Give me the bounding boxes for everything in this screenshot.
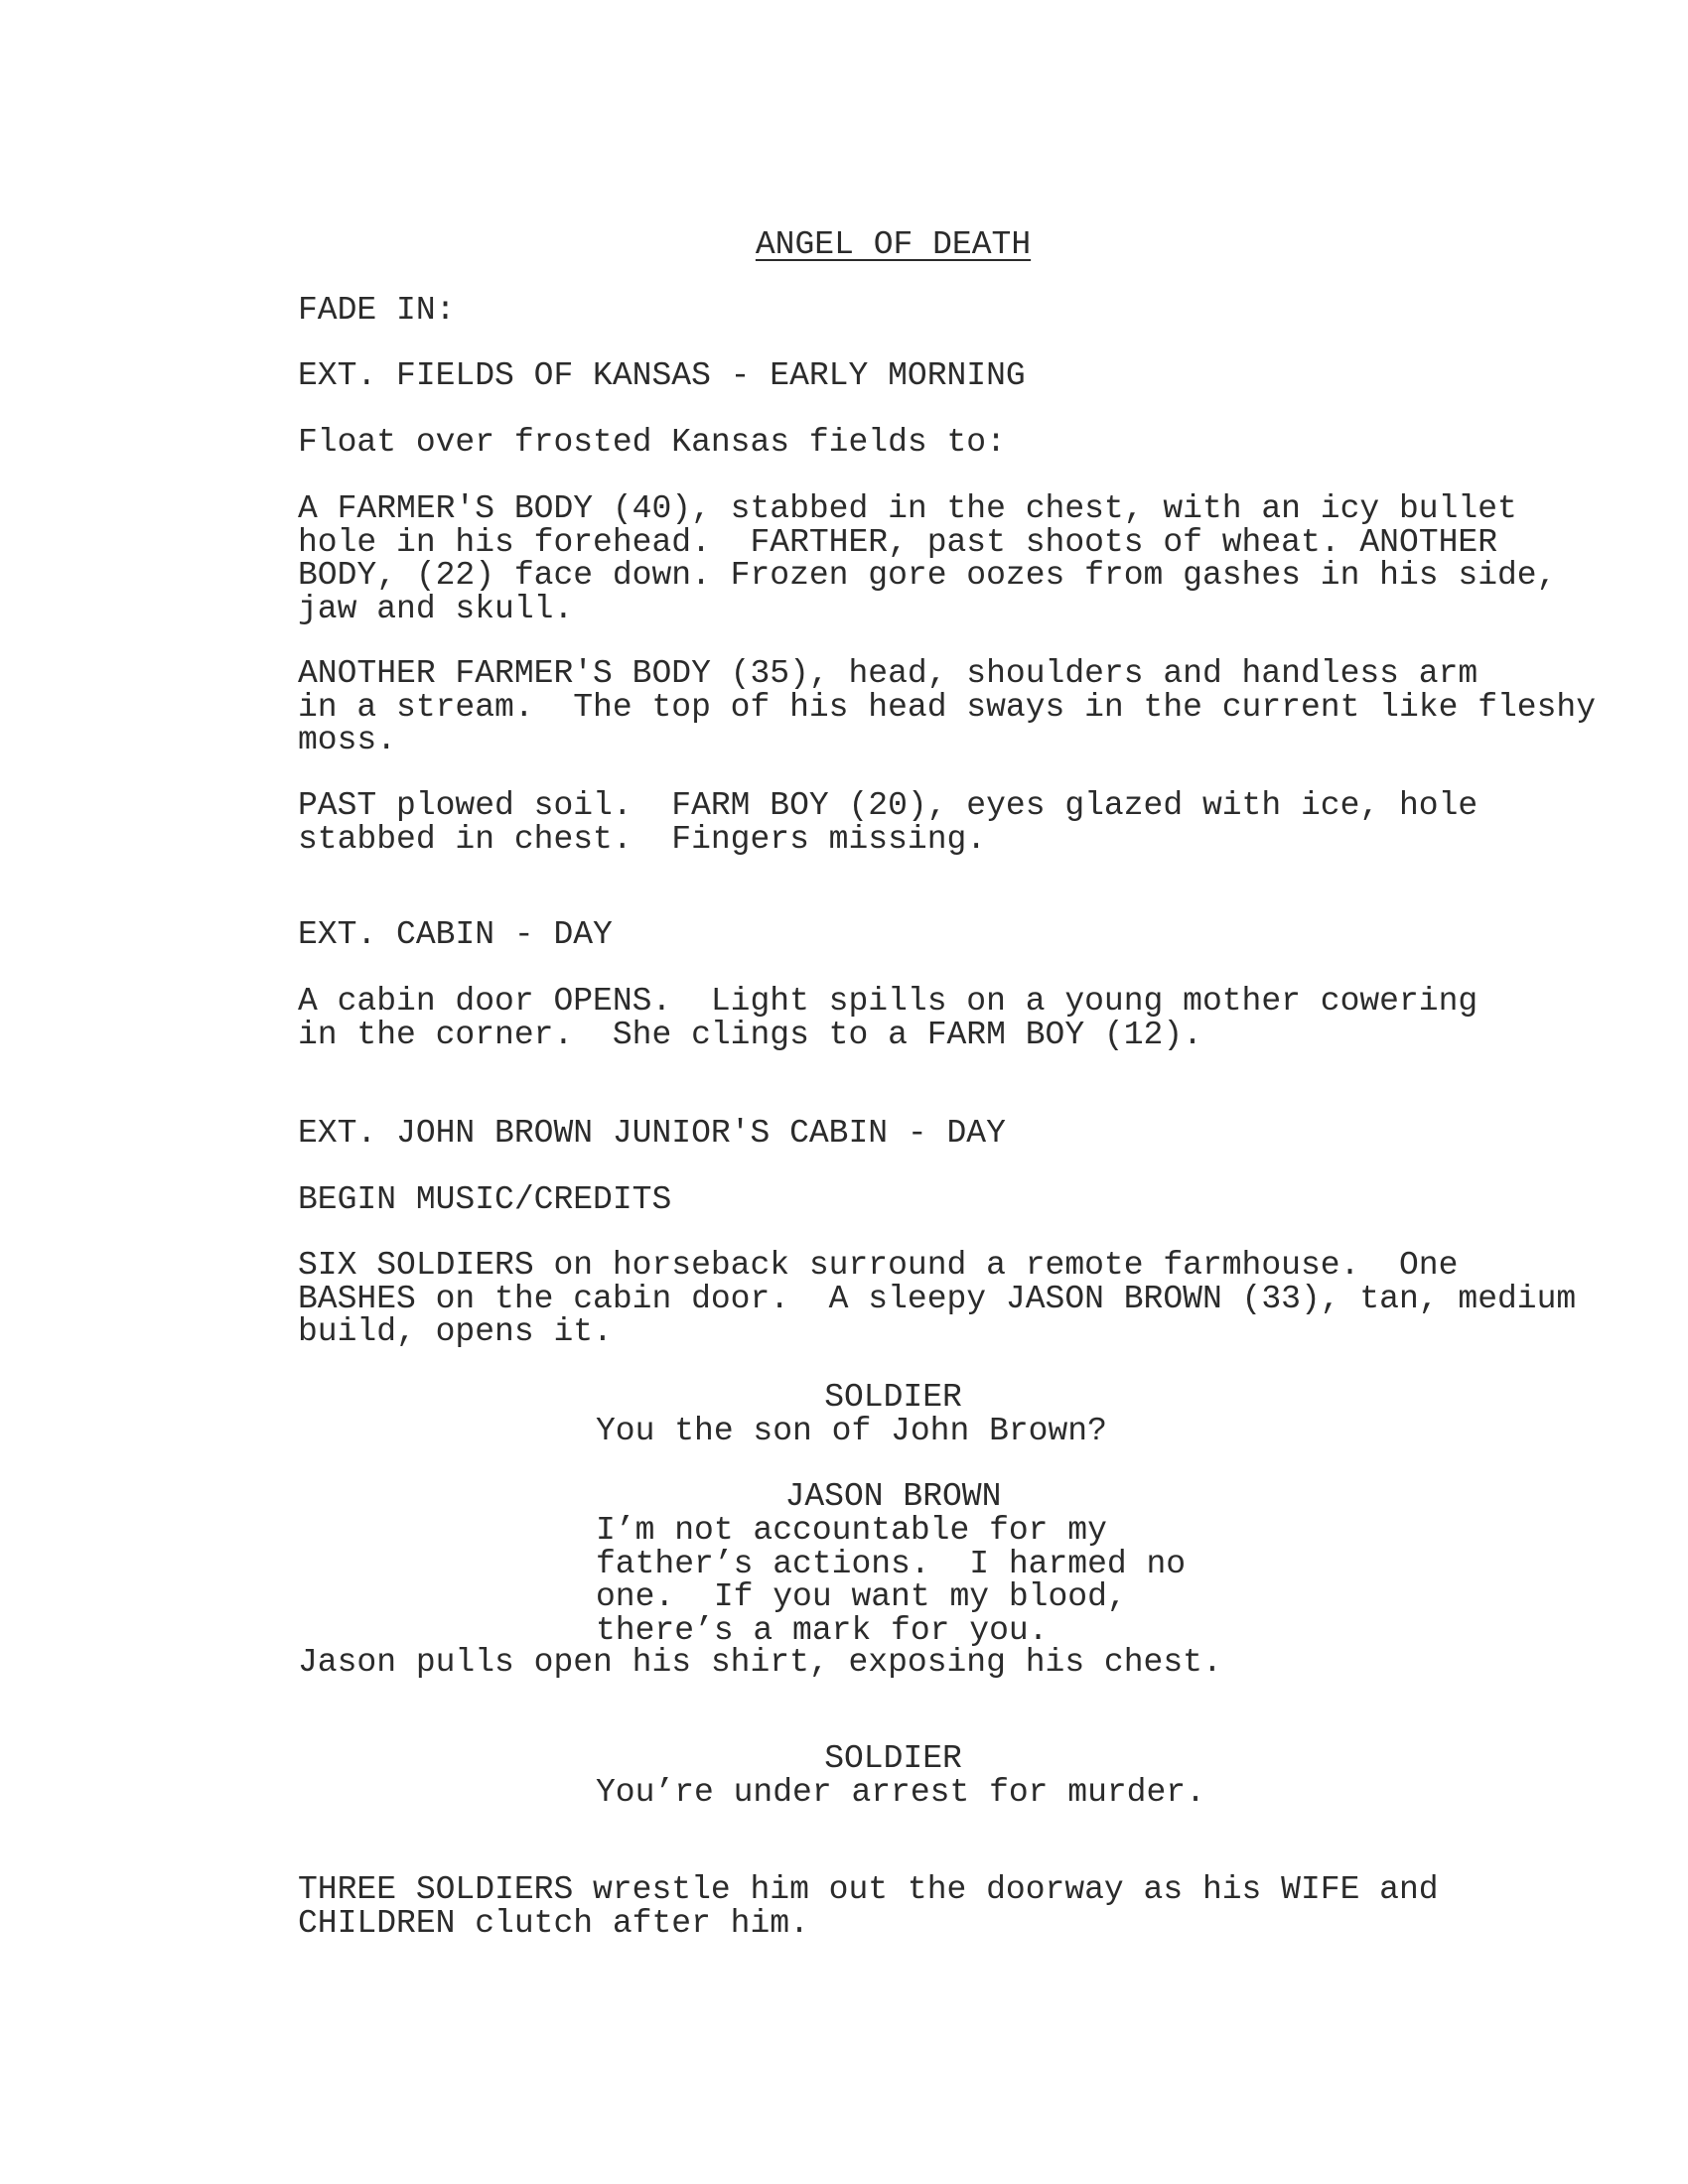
scene-heading: EXT. JOHN BROWN JUNIOR'S CABIN - DAY bbox=[298, 1115, 1006, 1152]
transition-fade-in: FADE IN: bbox=[298, 292, 456, 329]
dialogue: You the son of John Brown? bbox=[596, 1413, 1107, 1449]
character-name: SOLDIER bbox=[824, 1379, 962, 1416]
action-paragraph: A cabin door OPENS. Light spills on a young mother cowering in the corner. She clings to a FARM BOY (12). bbox=[298, 983, 1478, 1053]
scene-heading: EXT. CABIN - DAY bbox=[298, 916, 613, 953]
dialogue: You’re under arrest for murder. bbox=[596, 1774, 1205, 1811]
dialogue: I’m not accountable for my father’s actions. I harmed no one. If you want my blood, there’s a mark for you. bbox=[596, 1512, 1187, 1649]
action-line: BEGIN MUSIC/CREDITS bbox=[298, 1181, 672, 1218]
action-paragraph: ANOTHER FARMER'S BODY (35), head, shoulders and handless arm in a stream. The top of his head sways in the current like fleshy moss. bbox=[298, 655, 1597, 758]
title-text: ANGEL OF DEATH bbox=[755, 226, 1032, 263]
action-paragraph: SIX SOLDIERS on horseback surround a remote farmhouse. One BASHES on the cabin door. A sleepy JASON BROWN (33), tan, medium build, opens it. bbox=[298, 1247, 1577, 1350]
action-paragraph: A FARMER'S BODY (40), stabbed in the chest, with an icy bullet hole in his forehead. FARTHER, past shoots of wheat. ANOTHER BODY, (22) face down. Frozen gore oozes from gashes in his side, jaw and skull. bbox=[298, 490, 1557, 627]
action-line: Jason pulls open his shirt, exposing his chest. bbox=[298, 1644, 1222, 1681]
action-paragraph: PAST plowed soil. FARM BOY (20), eyes glazed with ice, hole stabbed in chest. Fingers missing. bbox=[298, 787, 1478, 858]
scene-heading: EXT. FIELDS OF KANSAS - EARLY MORNING bbox=[298, 357, 1026, 394]
character-name: SOLDIER bbox=[824, 1740, 962, 1777]
script-title bbox=[0, 228, 1688, 262]
action-line: Float over frosted Kansas fields to: bbox=[298, 424, 1006, 461]
action-paragraph: THREE SOLDIERS wrestle him out the doorway as his WIFE and CHILDREN clutch after him. bbox=[298, 1871, 1439, 1942]
character-name: JASON BROWN bbox=[784, 1478, 1002, 1515]
